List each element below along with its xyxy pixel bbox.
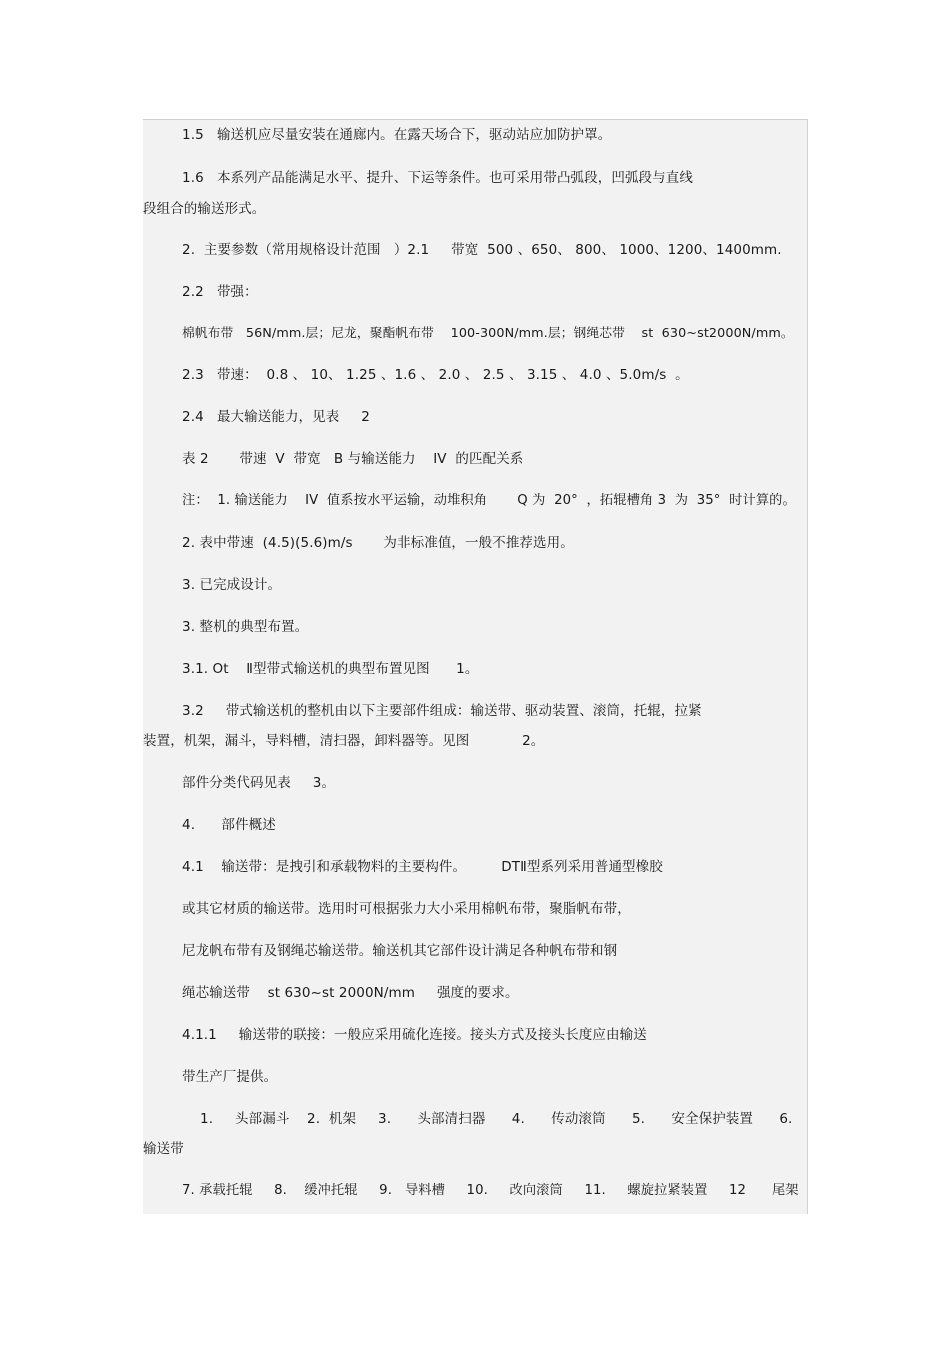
text-line: 或其它材质的输送带。选用时可根据张力大小采用棉帆布带，聚脂帆布带， [182,901,631,917]
text-line: 2. 主要参数（常用规格设计范围 ）2.1 带宽 500 、650、 800、 1000、1200、1400mm. [182,242,782,258]
document-page [143,119,808,1214]
text-line: 段组合的输送形式。 [143,201,266,217]
text-line: 4.1.1 输送带的联接：一般应采用硫化连接。接头方式及接头长度应由输送 [182,1027,647,1043]
text-line: 1. 头部漏斗 2. 机架 3. 头部清扫器 4. 传动滚筒 5. 安全保护装置 6. [200,1111,793,1127]
text-line: 1.6 本系列产品能满足水平、提升、下运等条件。也可采用带凸弧段，凹弧段与直线 [182,170,693,186]
text-line: 4. 部件概述 [182,817,276,833]
text-line: 带生产厂提供。 [182,1069,278,1085]
text-line: 部件分类代码见表 3。 [182,775,336,791]
text-line: 棉帆布带 56N/mm.层；尼龙，聚酯帆布带 100-300N/mm.层；钢绳芯带 st 630~st2000N/mm。 [182,326,794,341]
text-line: 1.5 输送机应尽量安装在通廊内。在露天场合下，驱动站应加防护罩。 [182,127,612,143]
text-line: 绳芯输送带 st 630~st 2000N/mm 强度的要求。 [182,985,519,1001]
text-line: 3.1. Ot Ⅱ型带式输送机的典型布置见图 1。 [182,661,479,677]
text-line: 7. 承载托辊 8. 缓冲托辊 9. 导料槽 10. 改向滚筒 11. 螺旋拉紧装置 12 尾架 [182,1183,799,1198]
text-line: 2.2 带强： [182,284,258,300]
text-line: 3. 已完成设计。 [182,577,282,593]
text-line: 2. 表中带速 (4.5)(5.6)m/s 为非标准值，一般不推荐选用。 [182,535,574,551]
text-line: 尼龙帆布带有及钢绳芯输送带。输送机其它部件设计满足各种帆布带和钢 [182,943,618,959]
text-line: 4.1 输送带：是拽引和承载物料的主要构件。 DTⅡ型系列采用普通型橡胶 [182,859,663,875]
text-line: 装置，机架，漏斗，导料槽，清扫器，卸料器等。见图 2。 [143,733,545,749]
text-line: 3. 整机的典型布置。 [182,619,309,635]
text-line: 2.4 最大输送能力，见表 2 [182,409,370,425]
text-line: 3.2 带式输送机的整机由以下主要部件组成：输送带、驱动装置、滚筒，托辊，拉紧 [182,703,702,719]
text-line: 表 2 带速 V 带宽 B 与输送能力 IV 的匹配关系 [182,451,524,467]
text-line: 2.3 带速： 0.8 、 10、 1.25 、1.6 、 2.0 、 2.5 、 3.15 、 4.0 、5.0m/s 。 [182,367,689,383]
text-line: 输送带 [143,1141,184,1157]
text-line: 注： 1. 输送能力 IV 值系按水平运输，动堆积角 Q 为 20° ，拓辊槽角 3 为 35° 时计算的。 [182,493,796,508]
